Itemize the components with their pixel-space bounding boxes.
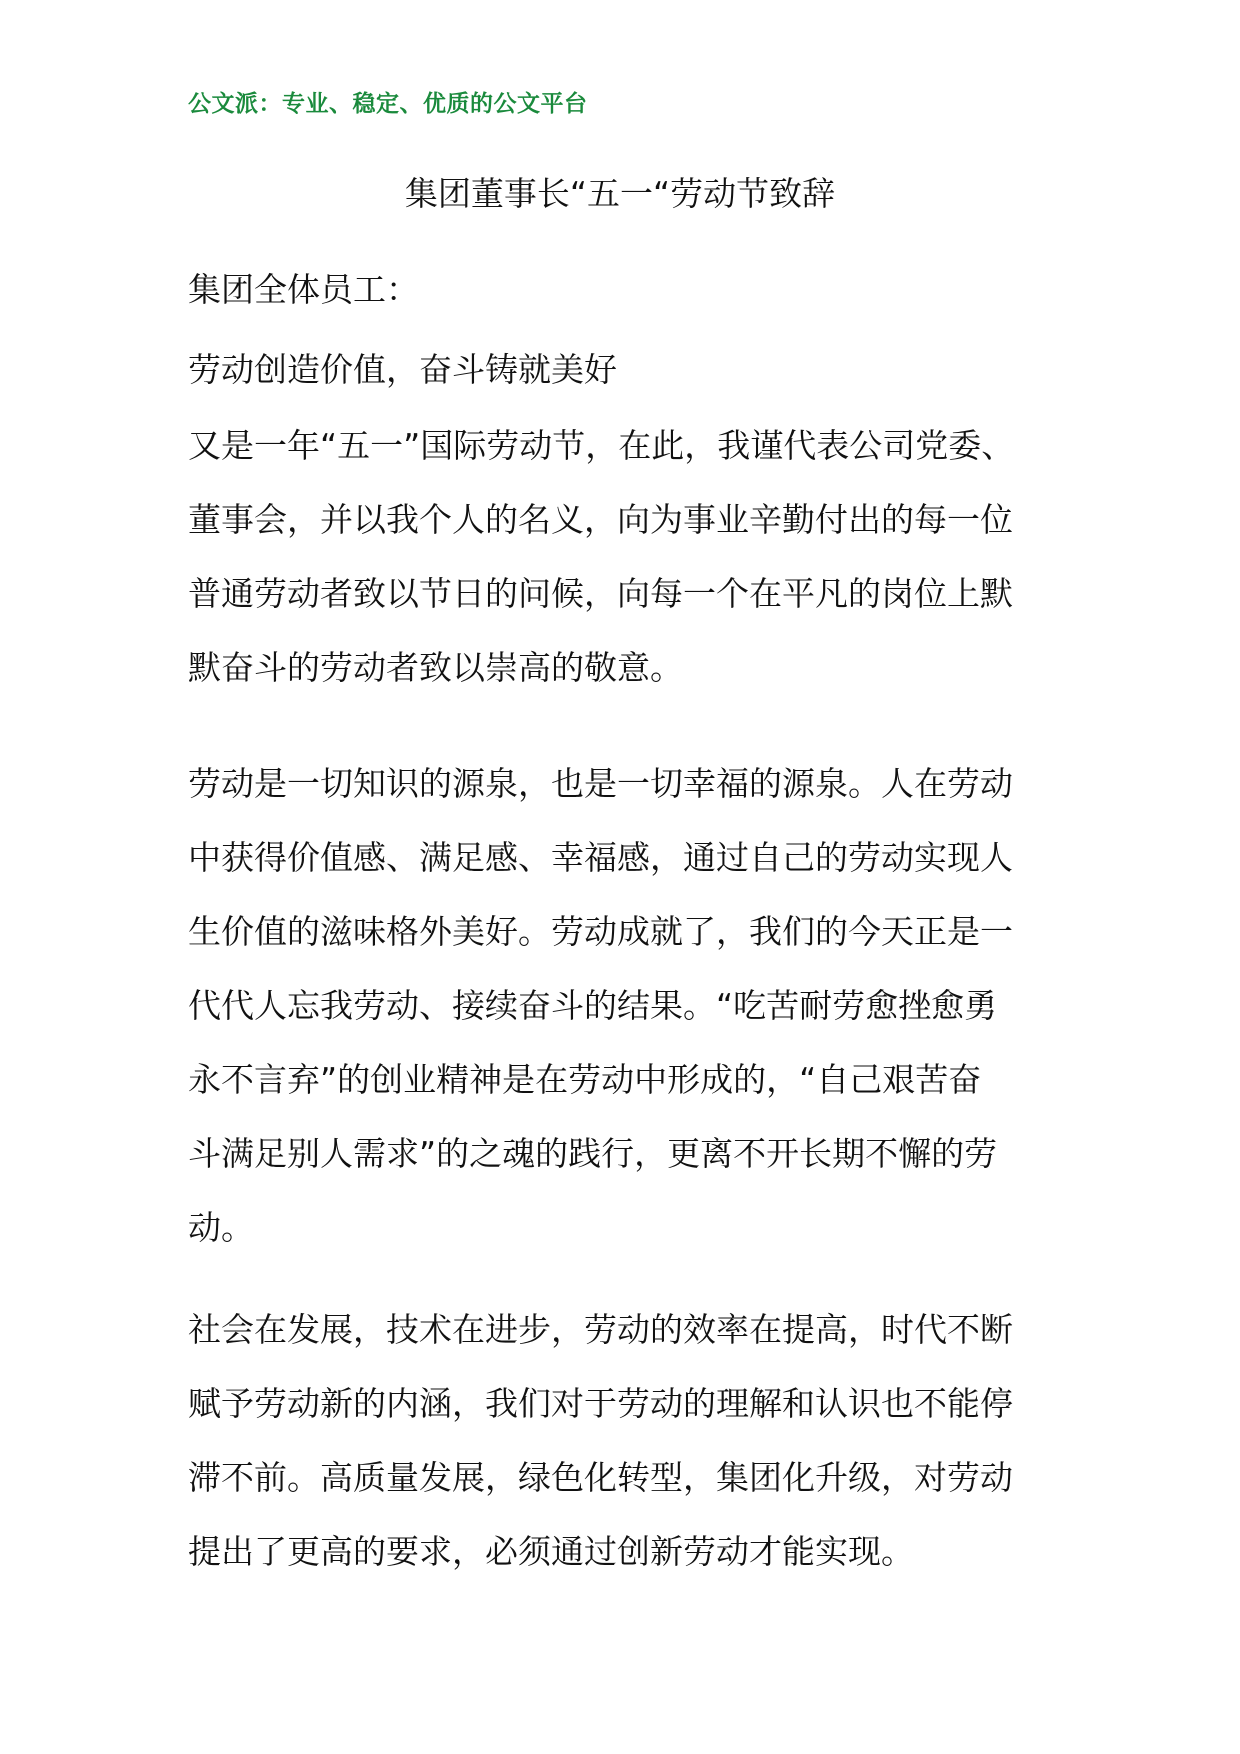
paragraph-line: 生价值的滋味格外美好。劳动成就了，我们的今天正是一 [188,912,1013,951]
paragraph-line: 默奋斗的劳动者致以崇高的敬意。 [188,648,683,687]
paragraph-line: 代代人忘我劳动、接续奋斗的结果。“吃苦耐劳愈挫愈勇 [188,986,998,1025]
paragraph-line: 社会在发展，技术在进步，劳动的效率在提高，时代不断 [188,1310,1013,1349]
paragraph-line: 永不言弃”的创业精神是在劳动中形成的，“自己艰苦奋 [188,1060,982,1099]
paragraph-line: 普通劳动者致以节日的问候，向每一个在平凡的岗位上默 [188,574,1013,613]
paragraph-line: 中获得价值感、满足感、幸福感，通过自己的劳动实现人 [188,838,1013,877]
subtitle-line: 劳动创造价值，奋斗铸就美好 [188,350,617,389]
document-title: 集团董事长“五一“劳动节致辞 [404,174,836,213]
paragraph-line: 董事会，并以我个人的名义，向为事业辛勤付出的每一位 [188,500,1013,539]
paragraph-line: 提出了更高的要求，必须通过创新劳动才能实现。 [188,1532,914,1571]
paragraph-line: 动。 [188,1208,254,1247]
brand-header: 公文派：专业、稳定、优质的公文平台 [188,91,588,117]
paragraph-line: 劳动是一切知识的源泉，也是一切幸福的源泉。人在劳动 [188,764,1013,803]
paragraph-line: 滞不前。高质量发展，绿色化转型，集团化升级，对劳动 [188,1458,1013,1497]
paragraph-line: 又是一年“五一”国际劳动节，在此，我谨代表公司党委、 [188,426,1015,465]
paragraph-line: 斗满足别人需求”的之魂的践行，更离不开长期不懈的劳 [188,1134,998,1173]
paragraph-line: 赋予劳动新的内涵，我们对于劳动的理解和认识也不能停 [188,1384,1013,1423]
salutation: 集团全体员工： [188,270,419,309]
